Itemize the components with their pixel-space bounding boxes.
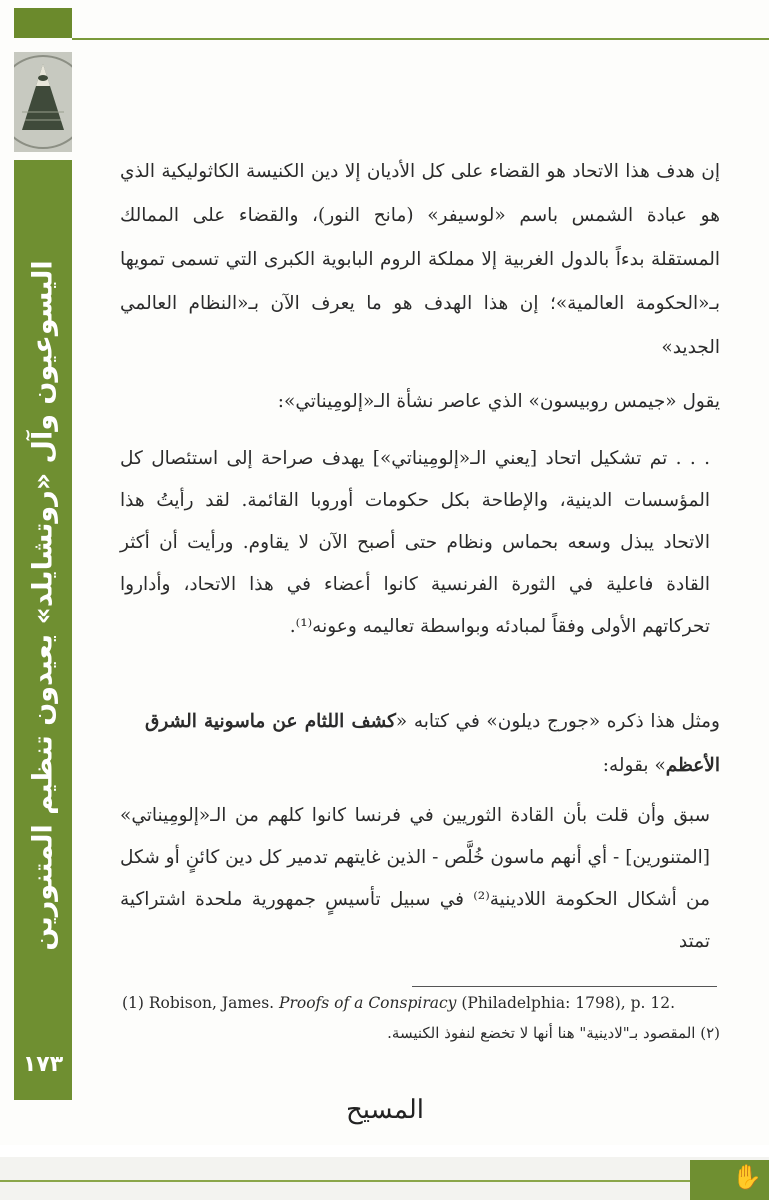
book-title: كشف اللثام عن ماسونية الشرق الأعظم [145,711,720,776]
quotation-1: . . . تم تشكيل اتحاد [يعني الـ«إلومِيناتي»] يهدف صراحة إلى استئصال كل المؤسسات الدينية، والإطاحة بكل حكومات أوروبا القائمة. لقد رأيتُ هذا الاتحاد يبذل وسعه بحماس ونظام حتى أصبح الآن لا يقاوم. ورأيت أن أكثر القادة فاعلية في الثورة الفرنسية كانوا أعضاء في هذا الاتحاد، وأداروا تحركاتهم الأولى وفقاً لمبادئه وبواسطة تعاليمه وعونه⁽¹⁾. [120,448,710,637]
quotation-2: سبق وأن قلت بأن القادة الثوريين في فرنسا كانوا كلهم من الـ«إلومِيناتي» [المتنورين] - أي أنهم ماسون خُلَّص - الذين غايتهم تدمير كل دين كائنٍ أو شكل من أشكال الحكومة اللادينية⁽²⁾ في سبيل تأسيسٍ جمهورية ملحدة اشتراكية تمتد [120,805,710,952]
intro2-end: » بقوله: [602,755,666,776]
paragraph-1: إن هدف هذا الاتحاد هو القضاء على كل الأديان إلا دين الكنيسة الكاثوليكية الذي هو عبادة الشمس باسم «لوسيفر» (مانح النور)، والقضاء على الممالك المستقلة بدءاً بالدول الغربية إلا مملكة الروم البابوية الكبرى التي تسمى تمويها بـ«الحكومة العالمية»؛ إن هذا الهدف هو ما يعرف الآن بـ«النظام العالمي الجديد» [120,161,720,358]
footnote-1: (1) Robison, James. Proofs of a Conspiracy (Philadelphia: 1798), p. 12. [122,994,676,1012]
next-page-rule [0,1180,730,1182]
intro2-start: ومثل هذا ذكره «جورج ديلون» في كتابه « [395,711,720,732]
hand-cursor-icon[interactable]: ✋ [732,1163,762,1191]
running-title: اليسوعيون وآل «روتشايلد» يعيدون تنظيم المتنورين [27,259,59,951]
footnote-divider [412,986,717,987]
footnote-2: (٢) المقصود بـ"لادينية" هنا أنها لا تخضع لنفوذ الكنيسة. [387,1024,720,1042]
page-gap [0,1145,769,1157]
pyramid-eye-icon [14,52,72,152]
top-rule [72,38,769,40]
page-number: ١٧٣ [22,1052,64,1077]
intro-paragraph-1: يقول «جيمس روبيسون» الذي عاصر نشأة الـ«إلومِيناتي»: [277,391,720,412]
footnote-1-title: Proofs of a Conspiracy [279,994,457,1012]
publisher-logo: المسيح [346,1095,424,1125]
top-tab [14,8,72,38]
intro-paragraph-2 [145,700,720,788]
next-page-strip [0,1157,769,1200]
